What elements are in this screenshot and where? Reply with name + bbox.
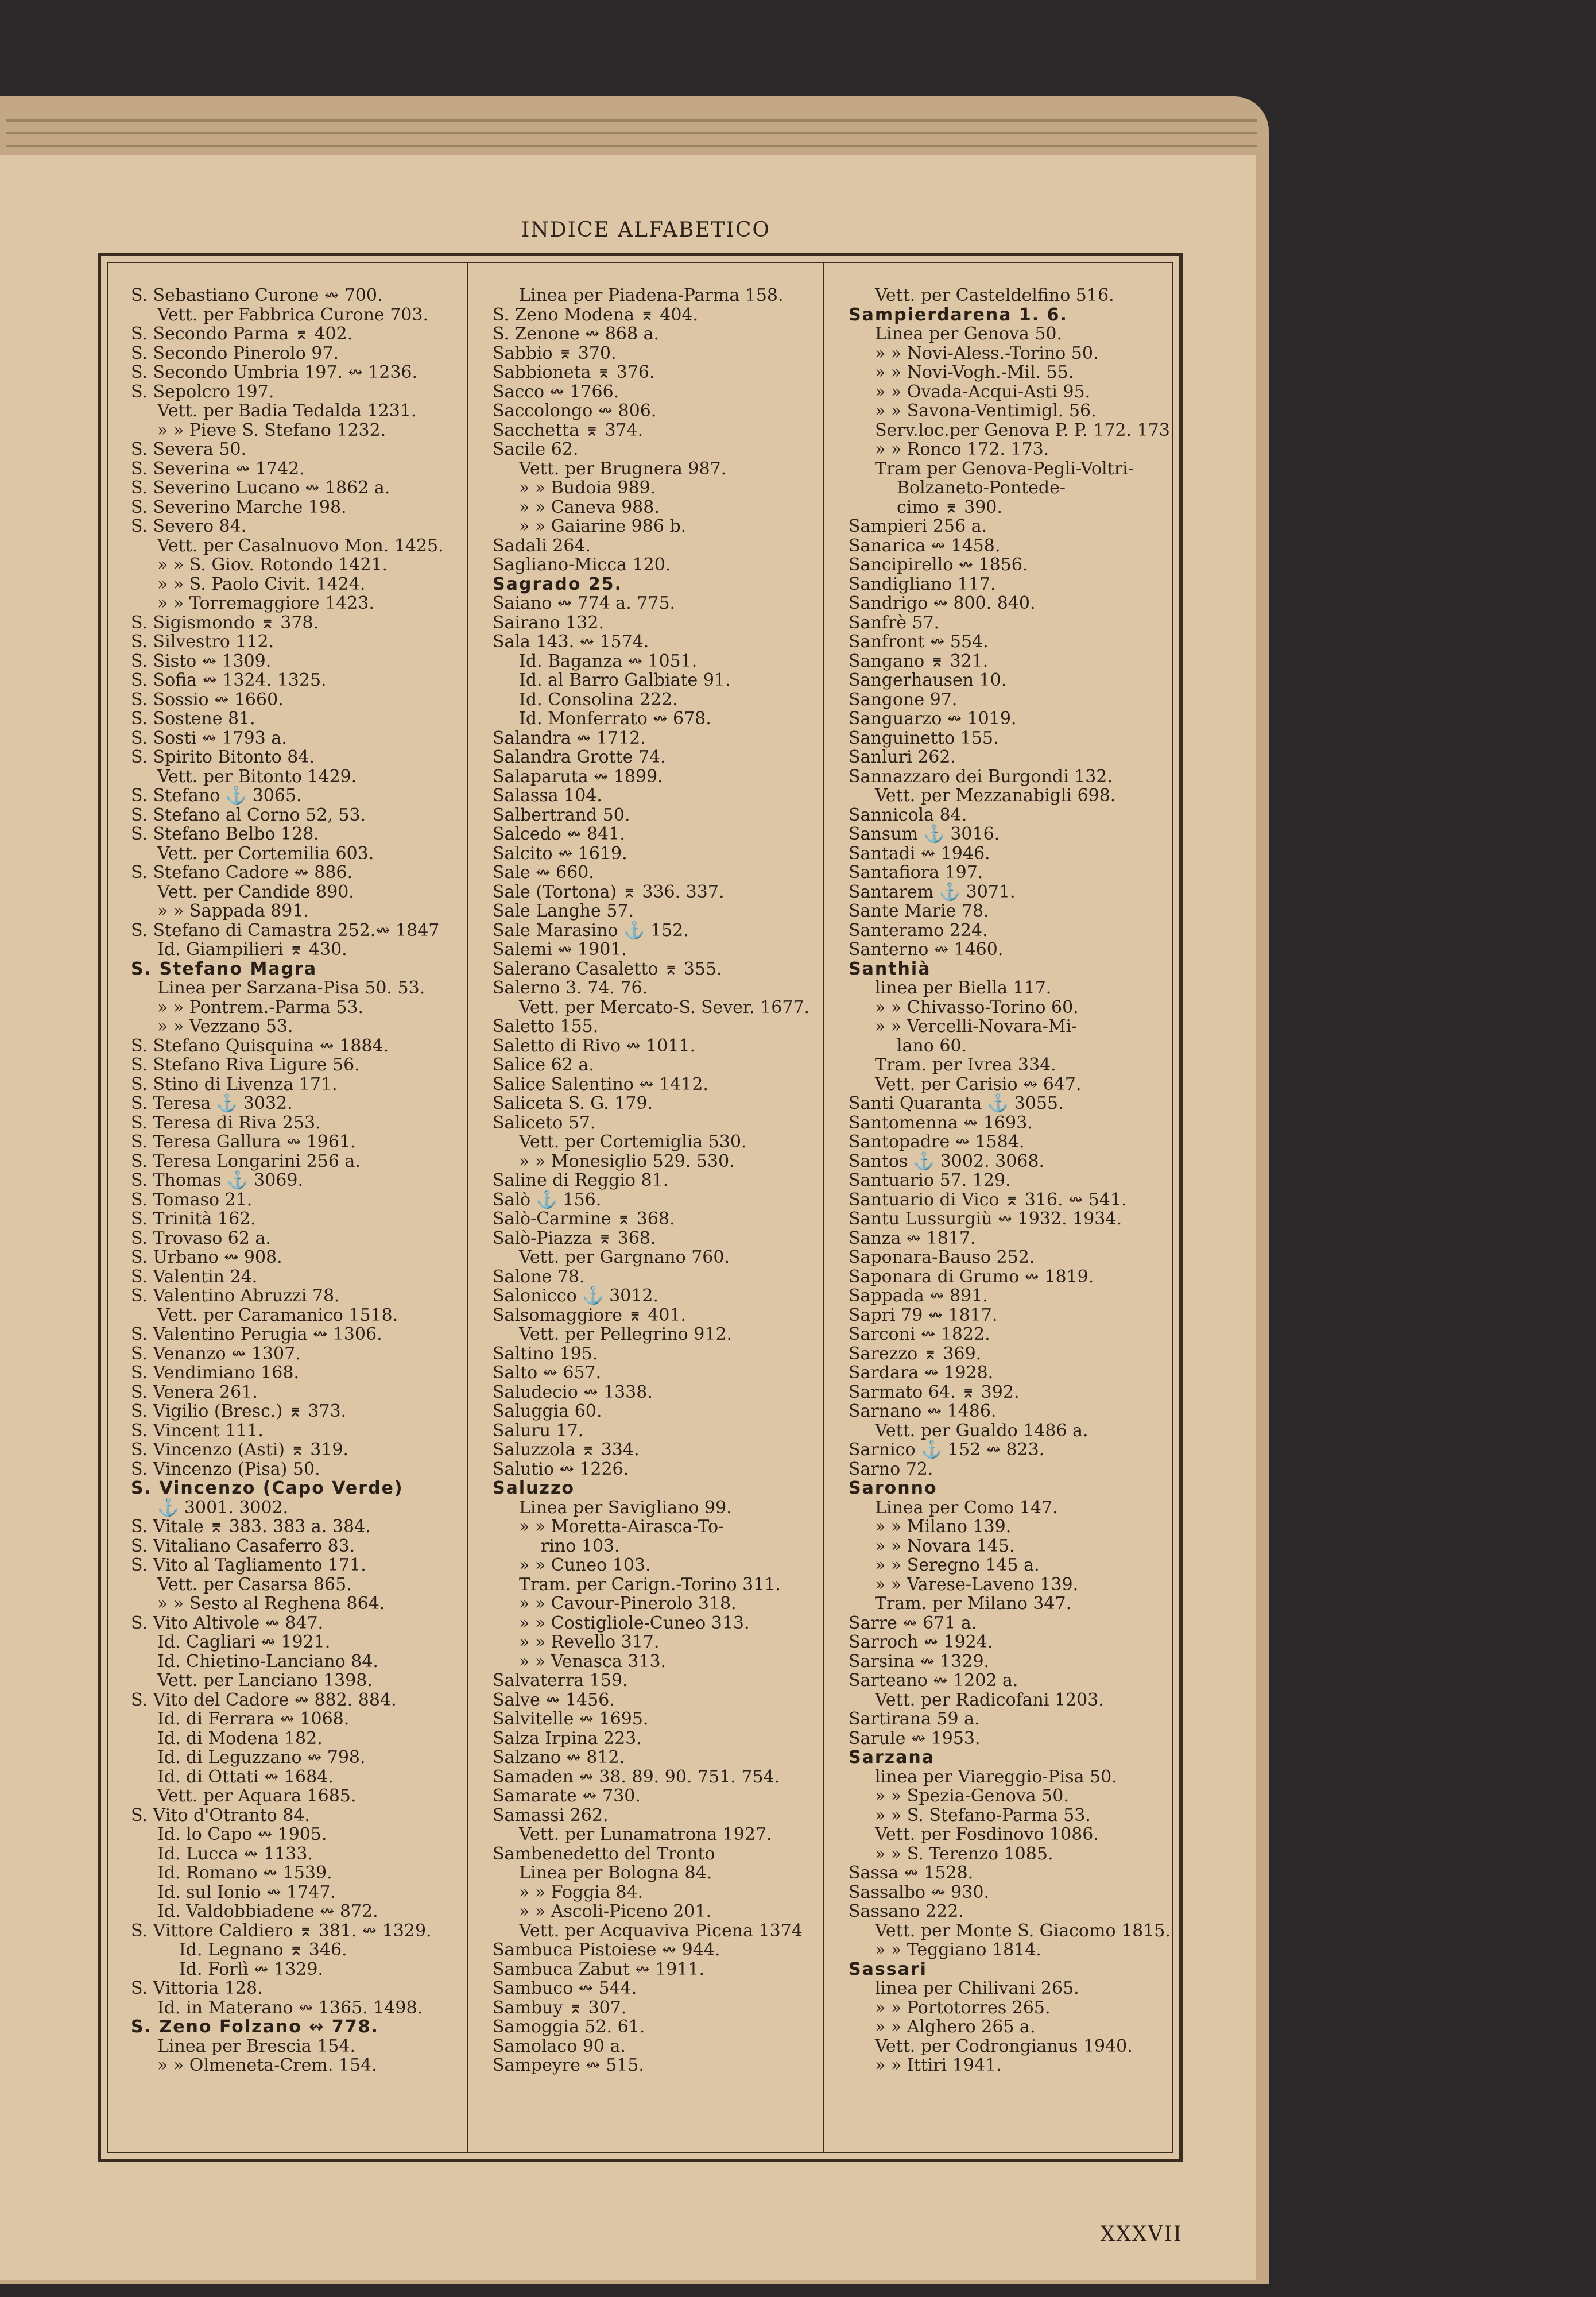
index-entry: S. Thomas ⚓ 3069.: [131, 1170, 303, 1190]
index-entry: Sambuca Zabut ↭ 1911.: [493, 1959, 705, 1979]
index-entry: S. Vitale ⌆ 383. 383 a. 384.: [131, 1517, 371, 1537]
index-entry: Linea per Como 147.: [875, 1497, 1058, 1518]
index-entry: » » Cavour-Pinerolo 318.: [519, 1594, 737, 1614]
index-entry: Vett. per Gualdo 1486 a.: [875, 1420, 1088, 1441]
index-entry: Sassa ↭ 1528.: [849, 1863, 974, 1883]
index-entry: Id. Consolina 222.: [519, 689, 678, 710]
index-entry: » » Moretta-Airasca-To-: [519, 1517, 725, 1537]
index-entry: » » Ittiri 1941.: [875, 2055, 1002, 2075]
index-entry: Id. Romano ↭ 1539.: [157, 1863, 332, 1883]
index-entry: » » Teggiano 1814.: [875, 1940, 1041, 1960]
index-heading: Sampierdarena 1. 6.: [849, 304, 1068, 325]
index-entry: Vett. per Badia Tedalda 1231.: [157, 401, 417, 421]
index-entry: S. Valentino Perugia ↭ 1306.: [131, 1324, 382, 1344]
column-separator: [467, 263, 468, 2152]
index-entry: » » S. Terenzo 1085.: [875, 1843, 1053, 1864]
index-entry: Vett. per Fosdinovo 1086.: [875, 1824, 1099, 1844]
index-entry: Id. Giampilieri ⌆ 430.: [157, 939, 347, 960]
index-entry: » » Spezia-Genova 50.: [875, 1786, 1069, 1806]
index-entry: Linea per Genova 50.: [875, 324, 1063, 344]
index-entry: Sanguinetto 155.: [849, 728, 999, 748]
index-entry: Samassi 262.: [493, 1805, 609, 1826]
index-entry: Serv.loc.per Genova P. P. 172. 173: [875, 420, 1170, 440]
index-entry: S. Spirito Bitonto 84.: [131, 747, 315, 767]
index-entry: Salandra Grotte 74.: [493, 747, 666, 767]
index-entry: Sante Marie 78.: [849, 901, 989, 921]
index-entry: Salassa 104.: [493, 786, 602, 806]
index-entry: Santeramo 224.: [849, 920, 988, 941]
index-entry: Id. Chietino-Lanciano 84.: [157, 1651, 378, 1672]
index-entry: S. Secondo Pinerolo 97.: [131, 343, 339, 364]
index-entry: Salerano Casaletto ⌆ 355.: [493, 958, 722, 979]
index-entry: Sambuca Pistoiese ↭ 944.: [493, 1940, 720, 1960]
index-entry: S. Secondo Parma ⌆ 402.: [131, 324, 353, 344]
index-entry: S. Venanzo ↭ 1307.: [131, 1343, 301, 1364]
index-entry: Saluzzola ⌆ 334.: [493, 1440, 640, 1460]
index-heading: Saronno: [849, 1478, 938, 1498]
index-entry: Vett. per Casteldelfino 516.: [875, 285, 1114, 306]
index-entry: Salve ↭ 1456.: [493, 1689, 615, 1710]
index-entry: Saletto 155.: [493, 1016, 599, 1037]
index-entry: lano 60.: [897, 1035, 967, 1056]
index-entry: Santu Lussurgiù ↭ 1932. 1934.: [849, 1209, 1122, 1229]
index-entry: Vett. per Bitonto 1429.: [157, 766, 357, 787]
page-edge-line: [6, 145, 1257, 147]
index-entry: » » Budoia 989.: [519, 478, 656, 498]
index-entry: Saluggia 60.: [493, 1401, 602, 1421]
index-entry: Sarnano ↭ 1486.: [849, 1401, 997, 1421]
index-entry: Saliceto 57.: [493, 1112, 596, 1133]
index-entry: Salzano ↭ 812.: [493, 1747, 625, 1768]
index-entry: Sagliano-Micca 120.: [493, 555, 671, 575]
index-entry: Saccolongo ↭ 806.: [493, 401, 657, 421]
index-entry: Linea per Savigliano 99.: [519, 1497, 732, 1518]
index-entry: S. Stefano al Corno 52, 53.: [131, 805, 366, 825]
index-entry: » » Venasca 313.: [519, 1651, 667, 1672]
index-entry: ⚓ 3001. 3002.: [157, 1497, 289, 1518]
index-entry: S. Vincenzo (Pisa) 50.: [131, 1459, 320, 1479]
index-entry: S. Vito Altivole ↭ 847.: [131, 1612, 324, 1633]
index-entry: Salvitelle ↭ 1695.: [493, 1709, 649, 1729]
index-entry: Vett. per Casarsa 865.: [157, 1574, 352, 1595]
index-entry: S. Zenone ↭ 868 a.: [493, 324, 660, 344]
index-entry: Santuario di Vico ⌆ 316. ↭ 541.: [849, 1189, 1127, 1210]
index-entry: » » Ronco 172. 173.: [875, 439, 1049, 459]
index-heading: S. Zeno Folzano ↭ 778.: [131, 2017, 379, 2037]
index-entry: Sale (Tortona) ⌆ 336. 337.: [493, 881, 725, 902]
index-entry: Salandra ↭ 1712.: [493, 728, 646, 748]
index-entry: » » Gaiarine 986 b.: [519, 516, 687, 536]
index-entry: Salto ↭ 657.: [493, 1363, 602, 1383]
index-entry: S. Vincenzo (Asti) ⌆ 319.: [131, 1440, 349, 1460]
index-entry: Sarteano ↭ 1202 a.: [849, 1670, 1018, 1691]
index-entry: Vett. per Mercato-S. Sever. 1677.: [519, 997, 810, 1018]
page-edge-line: [6, 119, 1257, 122]
index-entry: Vett. per Lanciano 1398.: [157, 1670, 373, 1691]
index-entry: » » Ovada-Acqui-Asti 95.: [875, 381, 1091, 402]
index-frame: [98, 253, 1183, 2162]
index-entry: Vett. per Gargnano 760.: [519, 1247, 730, 1267]
index-entry: Salemi ↭ 1901.: [493, 939, 627, 960]
index-entry: » » Foggia 84.: [519, 1882, 644, 1902]
index-entry: S. Sosti ↭ 1793 a.: [131, 728, 287, 748]
index-entry: Santafiora 197.: [849, 863, 983, 883]
page-header: INDICE ALFABETICO: [521, 218, 770, 242]
index-entry: Salerno 3. 74. 76.: [493, 978, 648, 998]
index-entry: Salcito ↭ 1619.: [493, 843, 627, 864]
index-entry: linea per Chilivani 265.: [875, 1978, 1079, 1998]
index-entry: Sardara ↭ 1928.: [849, 1363, 994, 1383]
index-entry: Id. Lucca ↭ 1133.: [157, 1843, 313, 1864]
index-entry: Sarno 72.: [849, 1459, 933, 1479]
index-entry: » » Vercelli-Novara-Mi-: [875, 1016, 1078, 1037]
index-entry: S. Vittoria 128.: [131, 1978, 263, 1998]
index-entry: Vett. per Candide 890.: [157, 881, 354, 902]
index-entry: Id. di Ottati ↭ 1684.: [157, 1766, 334, 1787]
index-entry: Salice 62 a.: [493, 1055, 594, 1075]
index-entry: Sale Langhe 57.: [493, 901, 634, 921]
index-entry: Samaden ↭ 38. 89. 90. 751. 754.: [493, 1766, 780, 1787]
index-entry: Sangano ⌆ 321.: [849, 651, 989, 671]
index-entry: Santi Quaranta ⚓ 3055.: [849, 1093, 1064, 1113]
index-entry: Vett. per Brugnera 987.: [519, 458, 727, 479]
index-entry: Sangerhausen 10.: [849, 670, 1007, 690]
index-entry: Sannazzaro dei Burgondi 132.: [849, 766, 1113, 787]
index-entry: Saponara di Grumo ↭ 1819.: [849, 1266, 1094, 1287]
index-entry: Bolzaneto-Pontede-: [897, 478, 1066, 498]
index-entry: Salbertrand 50.: [493, 805, 630, 825]
index-entry: S. Stefano ⚓ 3065.: [131, 786, 302, 806]
index-entry: » » Torremaggiore 1423.: [157, 593, 374, 613]
index-entry: S. Zeno Modena ⌆ 404.: [493, 304, 699, 325]
index-entry: Sala 143. ↭ 1574.: [493, 632, 649, 652]
index-entry: Sambuy ⌆ 307.: [493, 1997, 627, 2018]
index-entry: Santadi ↭ 1946.: [849, 843, 990, 864]
index-entry: S. Teresa Longarini 256 a.: [131, 1151, 361, 1171]
index-entry: Vett. per Caramanico 1518.: [157, 1305, 398, 1325]
index-entry: S. Severino Marche 198.: [131, 497, 347, 517]
index-column-2: [493, 286, 814, 2075]
index-entry: Sambuco ↭ 544.: [493, 1978, 637, 1998]
index-entry: Sassano 222.: [849, 1901, 964, 1921]
index-entry: » » Savona-Ventimigl. 56.: [875, 401, 1097, 421]
index-entry: » » S. Paolo Civit. 1424.: [157, 574, 366, 594]
index-entry: S. Severo 84.: [131, 516, 247, 536]
index-entry: » » Novi-Vogh.-Mil. 55.: [875, 362, 1074, 382]
index-entry: S. Vito del Cadore ↭ 882. 884.: [131, 1689, 397, 1710]
index-entry: » » Seregno 145 a.: [875, 1555, 1040, 1575]
index-entry: Sanarica ↭ 1458.: [849, 535, 1001, 556]
index-entry: Sacile 62.: [493, 439, 579, 459]
index-entry: Sangone 97.: [849, 689, 958, 710]
index-entry: Sapri 79 ↭ 1817.: [849, 1305, 998, 1325]
index-entry: Linea per Sarzana-Pisa 50. 53.: [157, 978, 425, 998]
index-entry: Tram. per Ivrea 334.: [875, 1055, 1056, 1075]
index-entry: Santuario 57. 129.: [849, 1170, 1011, 1190]
index-entry: S. Vigilio (Bresc.) ⌆ 373.: [131, 1401, 347, 1421]
index-entry: » » Costigliole-Cuneo 313.: [519, 1612, 750, 1633]
index-entry: Salsomaggiore ⌆ 401.: [493, 1305, 686, 1325]
index-entry: S. Vittore Caldiero ⌆ 381. ↭ 1329.: [131, 1920, 432, 1941]
index-entry: Sarroch ↭ 1924.: [849, 1632, 993, 1652]
index-entry: S. Stefano Quisquina ↭ 1884.: [131, 1035, 389, 1056]
index-entry: Sabbio ⌆ 370.: [493, 343, 617, 364]
index-entry: Vett. per Radicofani 1203.: [875, 1689, 1104, 1710]
index-entry: Sartirana 59 a.: [849, 1709, 980, 1729]
index-entry: Id. al Barro Galbiate 91.: [519, 670, 731, 690]
index-entry: Sarre ↭ 671 a.: [849, 1612, 977, 1633]
index-entry: Vett. per Mezzanabigli 698.: [875, 786, 1116, 806]
index-entry: Vett. per Pellegrino 912.: [519, 1324, 733, 1344]
index-entry: Sandigliano 117.: [849, 574, 996, 594]
index-entry: S. Vendimiano 168.: [131, 1363, 299, 1383]
index-entry: » » Sappada 891.: [157, 901, 309, 921]
index-entry: cimo ⌆ 390.: [897, 497, 1002, 517]
index-column-1: [131, 286, 452, 2075]
index-entry: S. Vito d'Otranto 84.: [131, 1805, 310, 1826]
index-entry: Id. Monferrato ↭ 678.: [519, 709, 711, 729]
index-entry: Id. di Modena 182.: [157, 1728, 323, 1749]
index-entry: Salutio ↭ 1226.: [493, 1459, 629, 1479]
index-entry: Sarmato 64. ⌆ 392.: [849, 1382, 1020, 1402]
index-entry: S. Sisto ↭ 1309.: [131, 651, 272, 671]
index-entry: Id. Baganza ↭ 1051.: [519, 651, 698, 671]
index-entry: S. Stefano Belbo 128.: [131, 824, 319, 844]
index-entry: Saludecio ↭ 1338.: [493, 1382, 653, 1402]
index-entry: » » Varese-Laveno 139.: [875, 1574, 1079, 1595]
index-entry: Salaparuta ↭ 1899.: [493, 766, 663, 787]
index-entry: S. Vitaliano Casaferro 83.: [131, 1536, 355, 1556]
index-entry: Salonicco ⚓ 3012.: [493, 1286, 658, 1306]
index-entry: » » Milano 139.: [875, 1517, 1012, 1537]
index-entry: S. Sigismondo ⌆ 378.: [131, 612, 319, 633]
index-heading: Santhià: [849, 958, 931, 979]
index-entry: Id. di Ferrara ↭ 1068.: [157, 1709, 350, 1729]
index-entry: Sale Marasino ⚓ 152.: [493, 920, 689, 941]
index-entry: Sanfront ↭ 554.: [849, 632, 989, 652]
index-entry: S. Teresa Gallura ↭ 1961.: [131, 1132, 356, 1152]
index-entry: S. Tomaso 21.: [131, 1189, 253, 1210]
index-entry: Sale ↭ 660.: [493, 863, 594, 883]
index-heading: Sarzana: [849, 1747, 935, 1768]
index-entry: Sairano 132.: [493, 612, 604, 633]
index-entry: Id. Valdobbiadene ↭ 872.: [157, 1901, 378, 1921]
index-entry: Salò-Piazza ⌆ 368.: [493, 1228, 656, 1248]
index-entry: » » S. Giov. Rotondo 1421.: [157, 555, 388, 575]
index-entry: Sanguarzo ↭ 1019.: [849, 709, 1017, 729]
index-heading: Saluzzo: [493, 1478, 575, 1498]
index-entry: Sassalbo ↭ 930.: [849, 1882, 989, 1902]
index-entry: » » Revello 317.: [519, 1632, 660, 1652]
index-entry: » » Sesto al Reghena 864.: [157, 1594, 385, 1614]
index-entry: Vett. per Acquaviva Picena 1374: [519, 1920, 803, 1941]
index-entry: Sarnico ⚓ 152 ↭ 823.: [849, 1440, 1045, 1460]
index-entry: Vett. per Fabbrica Curone 703.: [157, 304, 429, 325]
index-entry: S. Severino Lucano ↭ 1862 a.: [131, 478, 390, 498]
index-entry: Sanluri 262.: [849, 747, 956, 767]
index-entry: Salone 78.: [493, 1266, 585, 1287]
index-entry: S. Vincent 111.: [131, 1420, 264, 1441]
index-entry: » » Novi-Aless.-Torino 50.: [875, 343, 1099, 364]
book-page: [0, 155, 1256, 2280]
index-entry: Sansum ⚓ 3016.: [849, 824, 1000, 844]
index-entry: Vett. per Carisio ↭ 647.: [875, 1074, 1082, 1095]
index-entry: Vett. per Cortemilia 603.: [157, 843, 374, 864]
index-entry: » » Cuneo 103.: [519, 1555, 651, 1575]
index-entry: linea per Biella 117.: [875, 978, 1052, 998]
index-entry: Sadali 264.: [493, 535, 591, 556]
index-entry: » » Ascoli-Piceno 201.: [519, 1901, 712, 1921]
index-entry: » » Novara 145.: [875, 1536, 1015, 1556]
index-entry: » » Pieve S. Stefano 1232.: [157, 420, 386, 440]
index-entry: S. Sofia ↭ 1324. 1325.: [131, 670, 327, 690]
index-entry: Saluru 17.: [493, 1420, 584, 1441]
index-entry: S. Trinità 162.: [131, 1209, 256, 1229]
index-entry: S. Teresa di Riva 253.: [131, 1112, 321, 1133]
index-entry: Vett. per Lunamatrona 1927.: [519, 1824, 772, 1844]
index-entry: Sanfrè 57.: [849, 612, 940, 633]
index-entry: Sarule ↭ 1953.: [849, 1728, 981, 1749]
index-entry: S. Secondo Umbria 197. ↭ 1236.: [131, 362, 418, 382]
index-entry: Salice Salentino ↭ 1412.: [493, 1074, 708, 1095]
index-entry: Id. in Materano ↭ 1365. 1498.: [157, 1997, 423, 2018]
index-entry: linea per Viareggio-Pisa 50.: [875, 1766, 1117, 1787]
index-entry: S. Silvestro 112.: [131, 632, 274, 652]
index-entry: S. Sepolcro 197.: [131, 381, 274, 402]
index-entry: rino 103.: [541, 1536, 620, 1556]
index-entry: Id. Cagliari ↭ 1921.: [157, 1632, 331, 1652]
index-entry: S. Sostene 81.: [131, 709, 255, 729]
index-entry: » » Vezzano 53.: [157, 1016, 293, 1037]
page-edge-line: [6, 132, 1257, 134]
index-entry: Sarconi ↭ 1822.: [849, 1324, 990, 1344]
index-entry: Sappada ↭ 891.: [849, 1286, 988, 1306]
index-entry: Samolaco 90 a.: [493, 2036, 626, 2056]
index-entry: Samarate ↭ 730.: [493, 1786, 641, 1806]
index-entry: Sambenedetto del Tronto: [493, 1843, 715, 1864]
index-entry: Salcedo ↭ 841.: [493, 824, 625, 844]
index-entry: » » Olmeneta-Crem. 154.: [157, 2055, 377, 2075]
index-entry: Sabbioneta ⌆ 376.: [493, 362, 655, 382]
index-entry: Santarem ⚓ 3071.: [849, 881, 1016, 902]
index-heading: Sagrado 25.: [493, 574, 623, 594]
index-entry: S. Trovaso 62 a.: [131, 1228, 271, 1248]
index-entry: S. Severa 50.: [131, 439, 247, 459]
index-entry: Saline di Reggio 81.: [493, 1170, 669, 1190]
index-entry: Linea per Brescia 154.: [157, 2036, 355, 2056]
index-entry: S. Sossio ↭ 1660.: [131, 689, 284, 710]
index-entry: Sacco ↭ 1766.: [493, 381, 619, 402]
index-heading: S. Vincenzo (Capo Verde): [131, 1478, 404, 1498]
index-entry: S. Teresa ⚓ 3032.: [131, 1093, 293, 1113]
index-entry: Vett. per Codrongianus 1940.: [875, 2036, 1133, 2056]
index-entry: Sandrigo ↭ 800. 840.: [849, 593, 1036, 613]
index-entry: » » S. Stefano-Parma 53.: [875, 1805, 1091, 1826]
index-entry: Santopadre ↭ 1584.: [849, 1132, 1025, 1152]
index-entry: Sancipirello ↭ 1856.: [849, 555, 1028, 575]
index-entry: Vett. per Aquara 1685.: [157, 1786, 357, 1806]
index-entry: Salvaterra 159.: [493, 1670, 628, 1691]
index-entry: Sacchetta ⌆ 374.: [493, 420, 644, 440]
index-entry: S. Vito al Tagliamento 171.: [131, 1555, 366, 1575]
index-entry: Samoggia 52. 61.: [493, 2017, 645, 2037]
index-entry: Id. Legnano ⌆ 346.: [179, 1940, 347, 1960]
index-entry: Salò ⚓ 156.: [493, 1189, 602, 1210]
index-entry: Id. lo Capo ↭ 1905.: [157, 1824, 327, 1844]
index-entry: » » Monesiglio 529. 530.: [519, 1151, 735, 1171]
index-entry: S. Stefano Cadore ↭ 886.: [131, 863, 353, 883]
index-entry: S. Valentin 24.: [131, 1266, 258, 1287]
index-entry: Tram. per Milano 347.: [875, 1594, 1072, 1614]
index-entry: Saliceta S. G. 179.: [493, 1093, 653, 1113]
index-entry: S. Stefano Riva Ligure 56.: [131, 1055, 360, 1075]
index-entry: Id. di Leguzzano ↭ 798.: [157, 1747, 366, 1768]
index-entry: Saiano ↭ 774 a. 775.: [493, 593, 676, 613]
index-entry: Id. Forlì ↭ 1329.: [179, 1959, 323, 1979]
index-entry: » » Portotorres 265.: [875, 1997, 1051, 2018]
index-entry: Vett. per Casalnuovo Mon. 1425.: [157, 535, 444, 556]
index-heading: S. Stefano Magra: [131, 958, 317, 979]
index-entry: » » Chivasso-Torino 60.: [875, 997, 1079, 1018]
index-entry: » » Caneva 988.: [519, 497, 660, 517]
index-entry: Tram per Genova-Pegli-Voltri-: [875, 458, 1134, 479]
column-separator: [823, 263, 824, 2152]
index-entry: » » Alghero 265 a.: [875, 2017, 1036, 2037]
index-entry: Santomenna ↭ 1693.: [849, 1112, 1033, 1133]
index-entry: Vett. per Monte S. Giacomo 1815.: [875, 1920, 1171, 1941]
index-entry: Linea per Piadena-Parma 158.: [519, 285, 784, 306]
index-entry: Salza Irpina 223.: [493, 1728, 642, 1749]
index-entry: Id. sul Ionio ↭ 1747.: [157, 1882, 336, 1902]
index-entry: Santos ⚓ 3002. 3068.: [849, 1151, 1045, 1171]
index-entry: Saletto di Rivo ↭ 1011.: [493, 1035, 696, 1056]
index-entry: » » Pontrem.-Parma 53.: [157, 997, 364, 1018]
index-entry: Sampeyre ↭ 515.: [493, 2055, 644, 2075]
index-entry: Tram. per Carign.-Torino 311.: [519, 1574, 781, 1595]
index-entry: Sannicola 84.: [849, 805, 967, 825]
page-number: XXXVII: [1100, 2222, 1183, 2246]
index-entry: Sarsina ↭ 1329.: [849, 1651, 990, 1672]
index-entry: Saponara-Bauso 252.: [849, 1247, 1035, 1267]
index-entry: Saltino 195.: [493, 1343, 598, 1364]
index-entry: Vett. per Cortemiglia 530.: [519, 1132, 747, 1152]
index-frame-inner: [107, 262, 1173, 2153]
index-entry: Sampieri 256 a.: [849, 516, 987, 536]
index-entry: Sarezzo ⌆ 369.: [849, 1343, 982, 1364]
index-entry: S. Stefano di Camastra 252.↭ 1847: [131, 920, 440, 941]
index-heading: Sassari: [849, 1959, 927, 1979]
index-entry: S. Sebastiano Curone ↭ 700.: [131, 285, 383, 306]
index-entry: Sanza ↭ 1817.: [849, 1228, 976, 1248]
index-entry: S. Valentino Abruzzi 78.: [131, 1286, 340, 1306]
index-entry: S. Severina ↭ 1742.: [131, 458, 305, 479]
index-entry: Salò-Carmine ⌆ 368.: [493, 1209, 675, 1229]
index-entry: S. Stino di Livenza 171.: [131, 1074, 338, 1095]
index-column-3: [849, 286, 1181, 2075]
index-entry: S. Venera 261.: [131, 1382, 258, 1402]
index-entry: Linea per Bologna 84.: [519, 1863, 712, 1883]
index-entry: S. Urbano ↭ 908.: [131, 1247, 282, 1267]
index-entry: Santerno ↭ 1460.: [849, 939, 1004, 960]
